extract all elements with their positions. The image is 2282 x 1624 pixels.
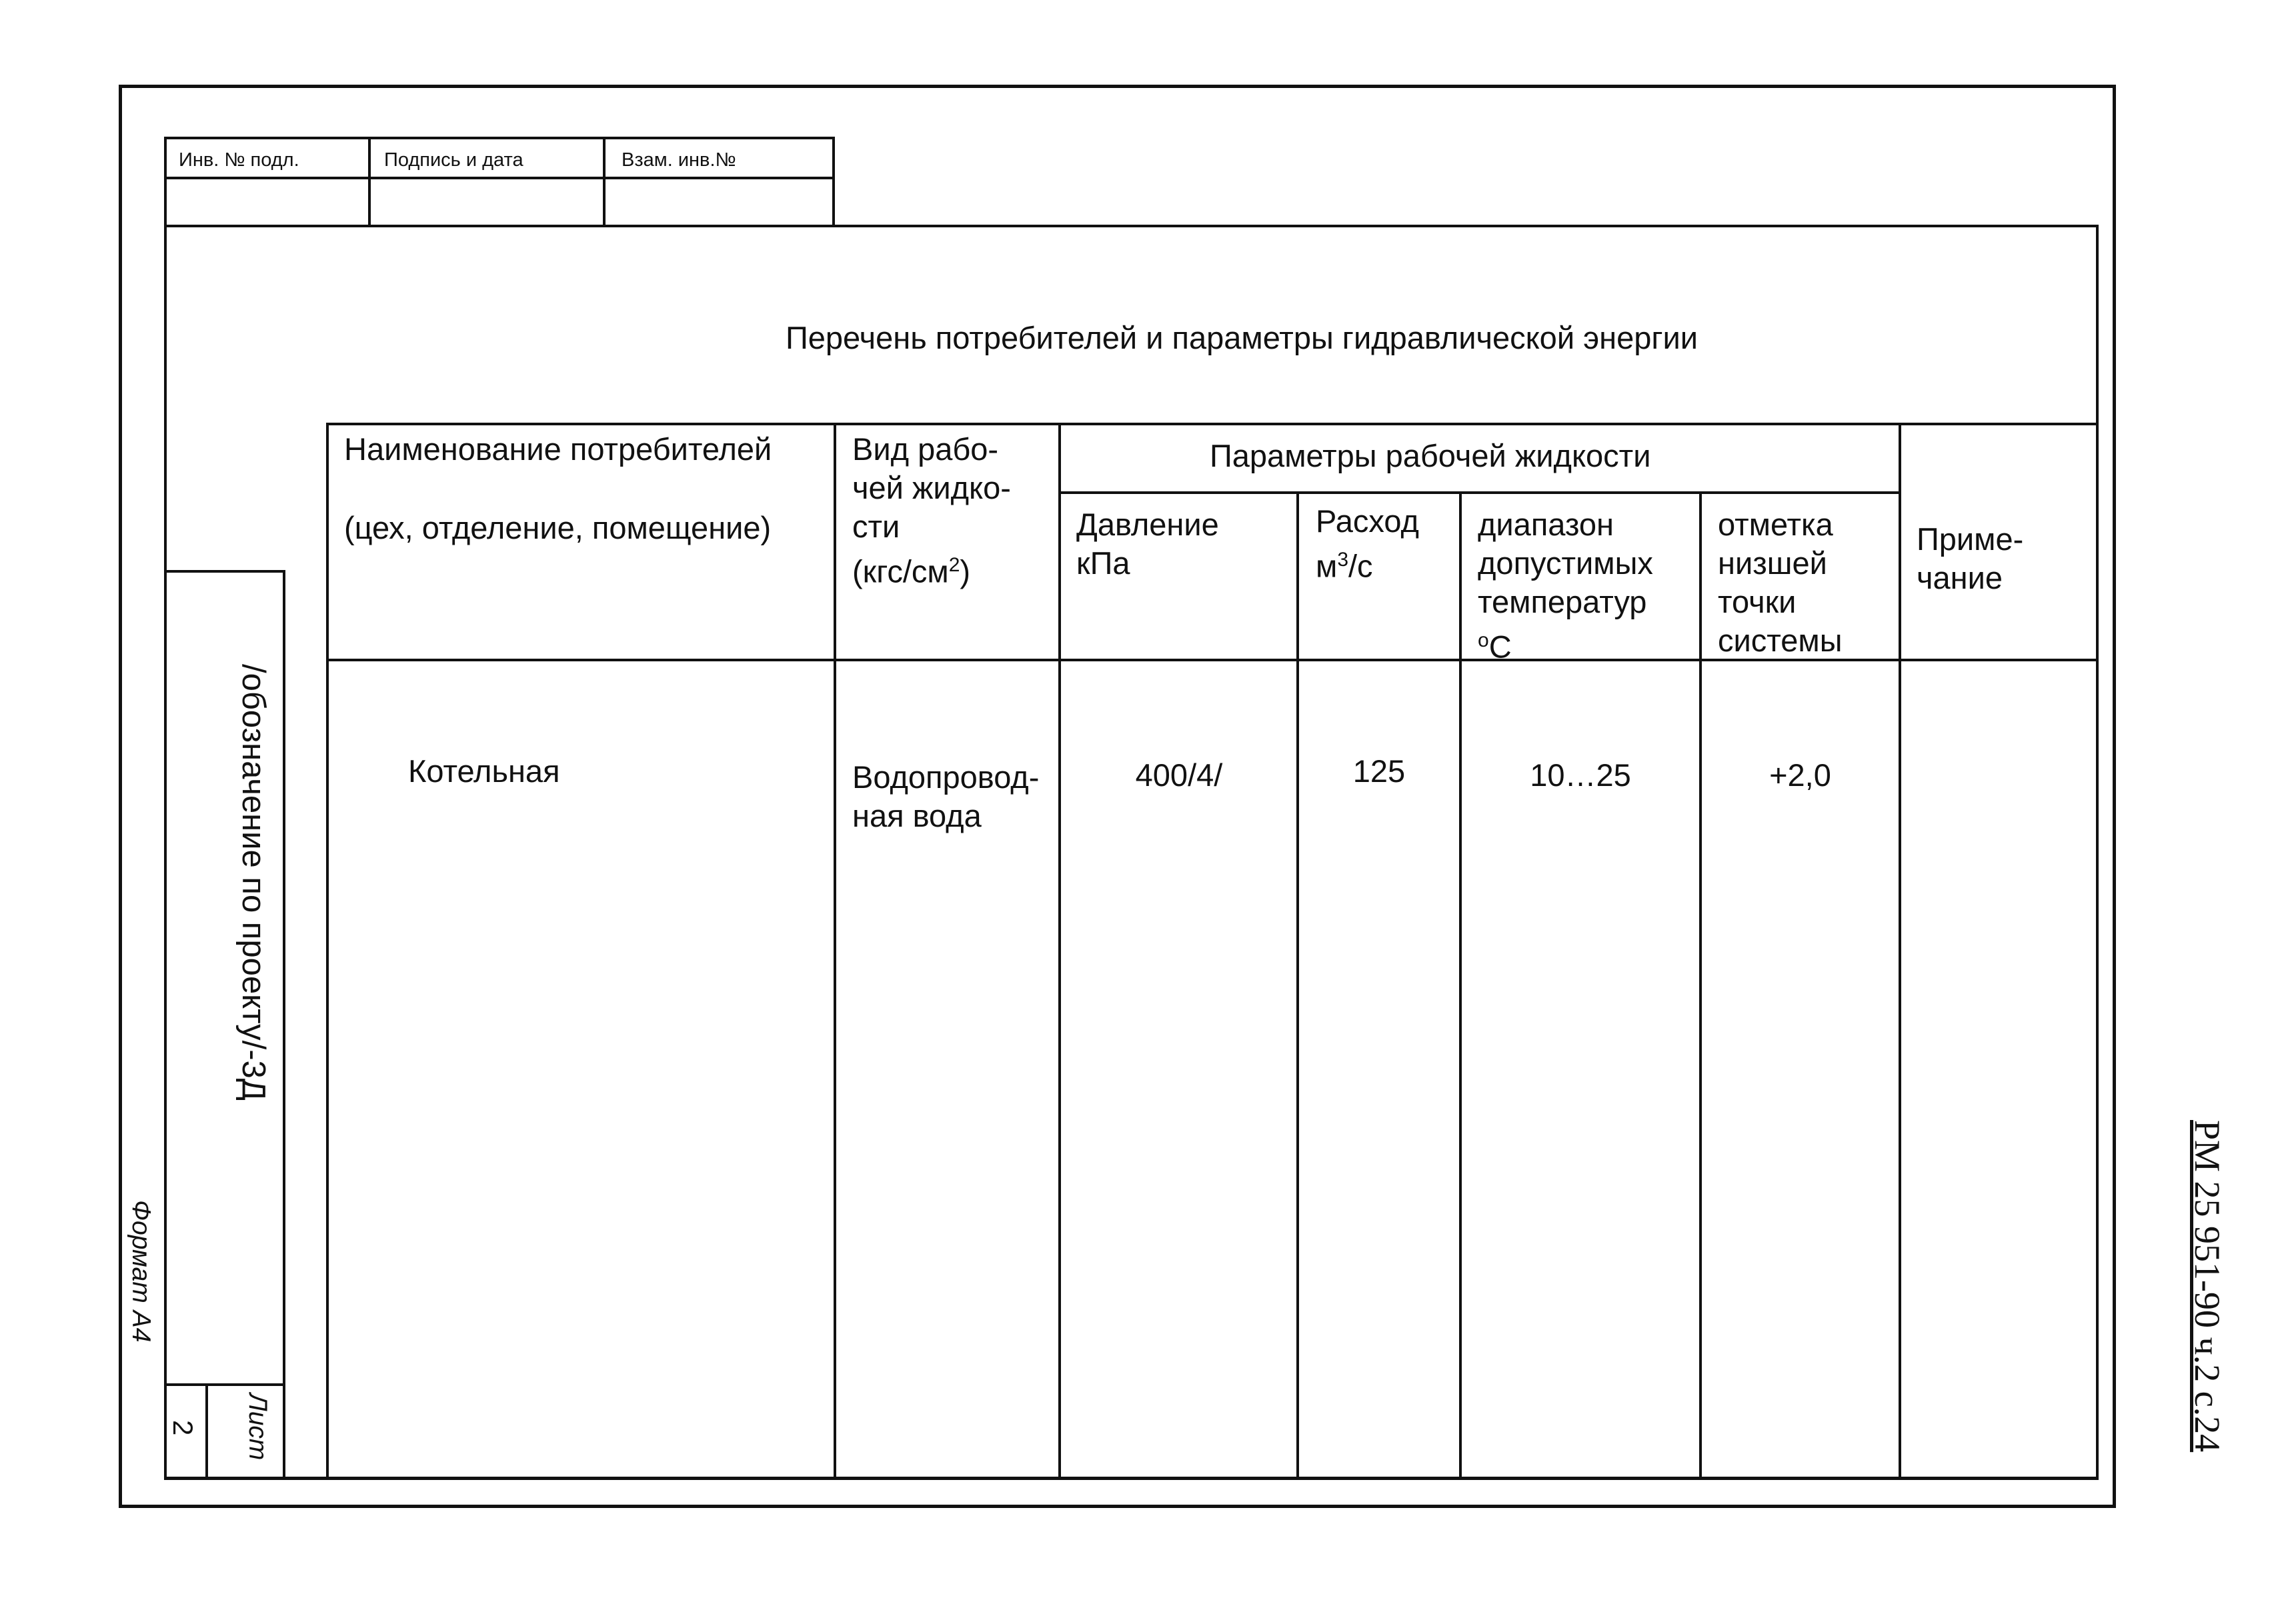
stamp-div2: [603, 137, 606, 227]
stamp-inv-podl: Инв. № подл.: [179, 149, 299, 171]
header-flow-suffix: /с: [1348, 548, 1373, 584]
params-sub-line: [1060, 491, 1901, 494]
col-div-fluid: [1058, 423, 1061, 1480]
table-top: [326, 423, 2099, 425]
table-left: [326, 423, 329, 1480]
header-fluid-type-end: ): [960, 553, 971, 589]
side-designation: /обозначение по проекту/-3Д: [235, 664, 271, 1101]
outer-frame-bottom: [119, 1505, 2116, 1508]
header-temp-range: [1478, 505, 1653, 667]
stamp-podpis-data: Подпись и дата: [384, 149, 523, 171]
col-div-name: [834, 423, 836, 1480]
header-flow: [1316, 502, 1419, 586]
side-block-right: [283, 570, 285, 1480]
row-pressure: 400/4/: [1135, 757, 1223, 793]
row-lowest-point: +2,0: [1769, 757, 1831, 793]
row-temp-range: 10…25: [1530, 757, 1631, 793]
header-note: Приме- чание: [1917, 521, 2024, 595]
side-sheet-label: Лист: [243, 1393, 272, 1461]
outer-frame-right: [2113, 85, 2116, 1508]
inner-frame-top: [164, 225, 2099, 227]
inner-frame-left: [164, 137, 167, 1480]
header-fluid-type-sup: 2: [948, 554, 960, 576]
header-fluid-type: [852, 430, 1011, 591]
inner-frame-bottom: [164, 1477, 2099, 1480]
row-fluid: Водопровод- ная вода: [852, 759, 1040, 833]
side-block-sheet-div: [205, 1383, 208, 1480]
stamp-top: [164, 137, 835, 139]
header-fluid-type-text: Вид рабо- чей жидко- сти (кгс/см: [852, 431, 1011, 589]
col-div-flow: [1459, 491, 1462, 1480]
header-consumer-name-1: Наименование потребителей: [344, 431, 772, 467]
header-pressure: Давление кПа: [1076, 507, 1219, 581]
stamp-right: [832, 137, 835, 227]
header-consumer-name-2: (цех, отделение, помещение): [344, 510, 772, 545]
row-consumer-name: Котельная: [408, 753, 560, 789]
side-block-top: [164, 570, 285, 573]
page-title: Перечень потребителей и параметры гидравлической энергии: [786, 320, 1698, 355]
stamp-vzam-inv: Взам. инв.№: [622, 149, 736, 171]
header-flow-sup: 3: [1337, 549, 1348, 571]
outer-frame-top: [119, 85, 2116, 88]
header-temp-unit-sup: о: [1478, 629, 1489, 651]
stamp-div1: [368, 137, 371, 227]
inner-frame-right: [2096, 225, 2099, 1480]
header-params-group: Параметры рабочей жидкости: [1210, 438, 1651, 473]
col-div-pressure: [1296, 491, 1299, 1480]
doc-code: РМ 25 951-90 ч.2 с.24: [2187, 1120, 2227, 1453]
header-flow-prefix: Расход м: [1316, 503, 1419, 584]
header-temp-unit: С: [1488, 629, 1512, 665]
side-format: Формат А4: [127, 1200, 155, 1343]
row-flow: 125: [1352, 753, 1406, 789]
outer-frame-left: [119, 85, 122, 1508]
col-div-temp: [1699, 491, 1702, 1480]
side-block-sheet-top: [164, 1383, 285, 1386]
side-sheet-number: 2: [167, 1420, 199, 1436]
stamp-mid: [164, 177, 835, 179]
header-temp-range-text: диапазон допустимых температур: [1478, 507, 1653, 619]
header-lowest-point: отметка низшей точки системы: [1718, 507, 1843, 658]
col-div-lowest: [1899, 423, 1901, 1480]
